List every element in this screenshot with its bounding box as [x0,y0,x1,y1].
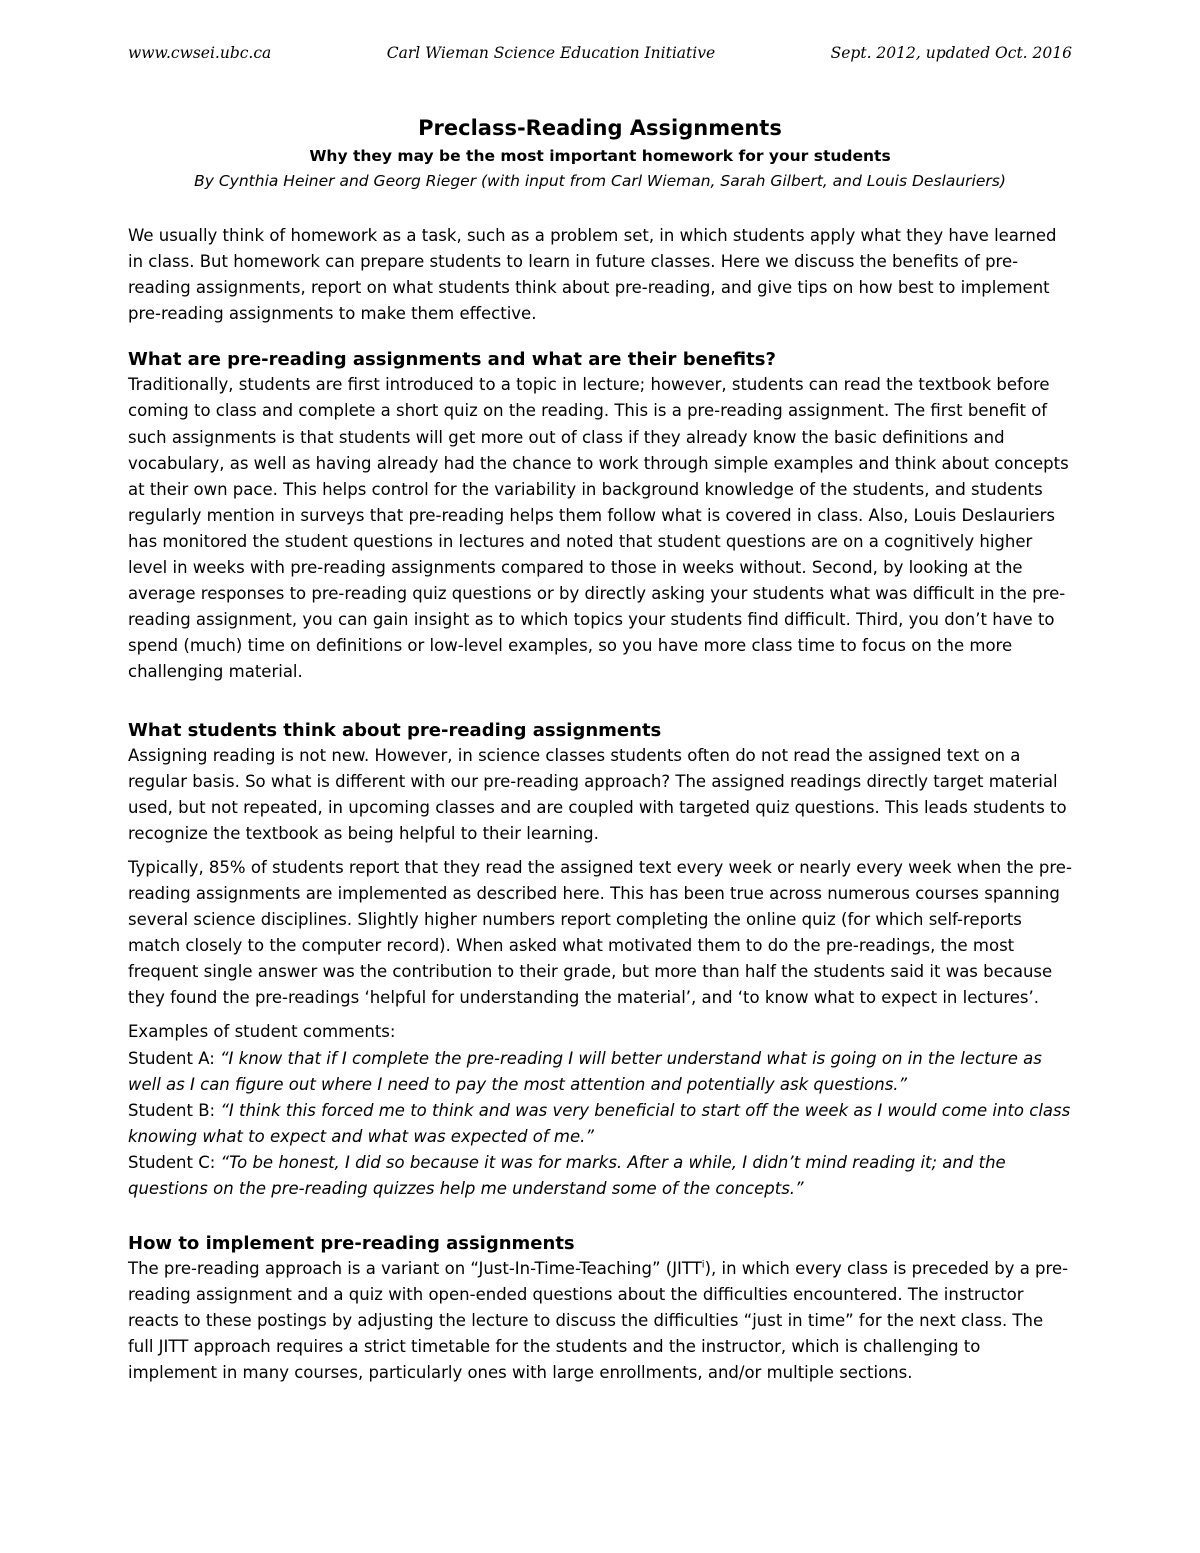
title-block [128,114,1072,192]
header-website: www.cwsei.ubc.ca [128,44,272,62]
student-comment [128,1150,1072,1202]
student-comment [128,1046,1072,1098]
student-label: Student C: [128,1152,221,1172]
intro-paragraph: We usually think of homework as a task, such as a problem set, in which students apply what they have learned in class. But homework can prepare students to learn in future classes. Here we discuss the benefits of pre-reading assignments, report on what students think about pre-reading, and give tips on how best to implement pre-reading assignments to make them effective. [128,226,1057,324]
header-organization: Carl Wieman Science Education Initiative [386,44,716,62]
body-text: The pre-reading approach is a variant on “Just-In-Time-Teaching” (JITT [128,1259,702,1279]
section-body-implementation [128,1256,1072,1386]
document-title: Preclass-Reading Assignments [418,116,782,140]
body-text: ), in which every class is preceded by a pre-reading assignment and a quiz with open-ended questions about the difficulties encountered. The instructor reacts to these postings by adjusting the lecture to discuss the difficulties “just in time” for the next class. The full JITT approach requires a strict timetable for the students and the instructor, which is challenging to implement in many courses, particularly ones with large enrollments, and/or multiple sections. [128,1259,1069,1383]
section-heading-implementation: How to implement pre-reading assignments [128,1233,575,1255]
document-byline: By Cynthia Heiner and Georg Rieger (with input from Carl Wieman, Sarah Gilbert, and Louis Deslauriers) [194,172,1006,190]
student-quote: “To be honest, I did so because it was for marks. After a while, I didn’t mind reading it; and the questions on the pre-reading quizzes help me understand some of the concepts.” [128,1152,1006,1198]
section-body-benefits: Traditionally, students are first introduced to a topic in lecture; however, students can read the textbook before coming to class and complete a short quiz on the reading. This is a pre-reading assignment. The first benefit of such assignments is that students will get more out of class if they already know the basic definitions and vocabulary, as well as having already had the chance to work through simple examples and think about concepts at their own pace. This helps control for the variability in background knowledge of the students, and students regularly mention in surveys that pre-reading helps them follow what is covered in class. Also, Louis Deslauriers has monitored the student questions in lectures and noted that student questions are on a cognitively higher level in weeks with pre-reading assignments compared to those in weeks without. Second, by looking at the average responses to pre-reading quiz questions or by directly asking your students what was difficult in the pre-reading assignment, you can gain insight as to which topics your students find difficult. Third, you don’t have to spend (much) time on definitions or low-level examples, so you have more class time to focus on the more challenging material. [128,375,1069,682]
header-date: Sept. 2012, updated Oct. 2016 [830,44,1072,62]
section-heading-student-views: What students think about pre-reading assignments [128,719,662,741]
student-comment [128,1098,1072,1150]
running-header [128,44,1072,68]
student-label: Student B: [128,1100,221,1120]
document-subtitle: Why they may be the most important homework for your students [309,147,891,165]
student-label: Student A: [128,1048,220,1068]
student-quote: “I know that if I complete the pre-reading I will better understand what is going on in the lecture as well as I can figure out where I need to pay the most attention and potentially ask questions.” [128,1048,1042,1094]
footnote-marker[interactable]: i [701,1259,705,1271]
section-paragraph: Typically, 85% of students report that they read the assigned text every week or nearly every week when the pre-reading assignments are implemented as described here. This has been true across numerous courses spanning several science disciplines. Slightly higher numbers report completing the online quiz (for which self-reports match closely to the computer record). When asked what motivated them to do the pre-readings, the most frequent single answer was the contribution to their grade, but more than half the students said it was because they found the pre-readings ‘helpful for understanding the material’, and ‘to know what to expect in lectures’. [128,857,1072,1008]
student-quote: “I think this forced me to think and was very beneficial to start off the week as I would come into class knowing what to expect and what was expected of me.” [128,1100,1071,1146]
section-heading-benefits: What are pre-reading assignments and what are their benefits? [128,349,776,371]
comments-intro: Examples of student comments: [128,1022,396,1042]
section-paragraph: Assigning reading is not new. However, in science classes students often do not read the assigned text on a regular basis. So what is different with our pre-reading approach? The assigned readings directly target material used, but not repeated, in upcoming classes and are coupled with targeted quiz questions. This leads students to recognize the textbook as being helpful to their learning. [128,745,1067,843]
